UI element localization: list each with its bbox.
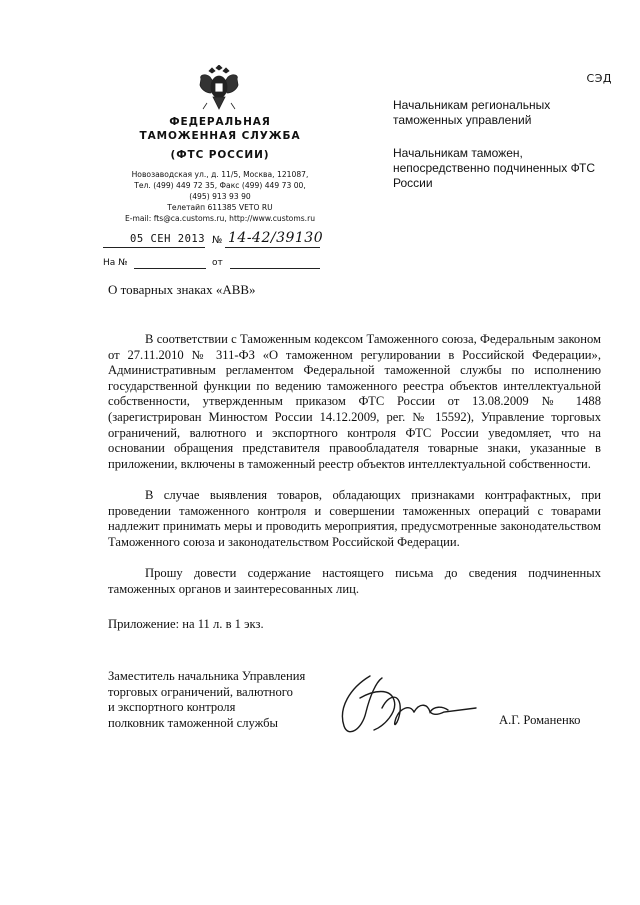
address-line: Тел. (499) 449 72 35, Факс (499) 449 73 00, bbox=[134, 181, 306, 190]
recipient-customs-offices: Начальникам таможен, непосредственно подчиненных ФТС России bbox=[393, 146, 596, 190]
number-label: № bbox=[212, 235, 223, 246]
registration-date: 05 СЕН 2013 bbox=[130, 233, 206, 245]
org-name-line1: ФЕДЕРАЛЬНАЯ bbox=[169, 116, 271, 128]
body-paragraph-2: В случае выявления товаров, обладающих признаками контрафактных, при проведении таможенного контроля и совершении таможенных операций с товарами надлежит принимать меры и проводить мероприятия, предусмотренные законодательством Таможенного союза и законодательством Российской Федерации. bbox=[108, 488, 601, 549]
address-line: Новозаводская ул., д. 11/5, Москва, 121087, bbox=[131, 170, 309, 179]
position-line: полковник таможенной службы bbox=[108, 715, 279, 730]
ref-number-blank bbox=[134, 268, 206, 269]
position-line: торговых ограничений, валютного bbox=[108, 684, 293, 699]
body-paragraph-1: В соответствии с Таможенным кодексом Таможенного союза, Федеральным законом от 27.11.2010 № 311-ФЗ «О таможенном регулировании в Российской Федерации», Административным регламентом Федеральной таможенной службы по исполнению государственной функции по ведению таможенного реестра объектов интеллектуальной собственности, утвержденным приказом ФТС России от 13.08.2009 № 1488 (зарегистрирован Минюстом России 14.12.2009, рег. № 15592), Управление торговых ограничений, валютного и экспортного контроля ФТС России уведомляет, что на основании обращения представителя правообладателя товарные знаки, указанные в приложении, включены в таможенный реестр объектов интеллектуальной собственности. bbox=[108, 332, 601, 471]
attachment-note: Приложение: на 11 л. в 1 экз. bbox=[108, 617, 264, 631]
number-underline bbox=[225, 247, 320, 248]
ref-date-blank bbox=[230, 268, 320, 269]
org-abbreviation: (ФТС РОССИИ) bbox=[170, 149, 270, 161]
signatory-position bbox=[108, 669, 305, 731]
position-line: и экспортного контроля bbox=[108, 700, 236, 715]
body-paragraph-3: Прошу довести содержание настоящего письма до сведения подчиненных таможенных органов и заинтересованных лиц. bbox=[108, 566, 601, 596]
address-line: E-mail: fts@ca.customs.ru, http://www.customs.ru bbox=[124, 214, 316, 223]
address-line: Телетайп 611385 VETO RU bbox=[167, 203, 273, 212]
coat-of-arms-icon bbox=[197, 65, 241, 113]
ref-from-label: от bbox=[212, 258, 223, 268]
document-system-mark: СЭД bbox=[586, 72, 612, 85]
ref-number-label: На № bbox=[103, 258, 128, 268]
signatory-name: А.Г. Романенко bbox=[499, 713, 581, 727]
org-name-line2: ТАМОЖЕННАЯ СЛУЖБА bbox=[139, 130, 301, 142]
recipient-regional-departments: Начальникам региональных таможенных управлений bbox=[393, 98, 551, 127]
position-line: Заместитель начальника Управления bbox=[108, 669, 306, 683]
address-line: (495) 913 93 90 bbox=[189, 192, 251, 201]
letter-subject: О товарных знаках «АВВ» bbox=[108, 282, 256, 297]
date-underline bbox=[103, 247, 205, 248]
registration-number: 14-42/39130 bbox=[228, 230, 324, 246]
handwritten-signature bbox=[330, 668, 480, 743]
